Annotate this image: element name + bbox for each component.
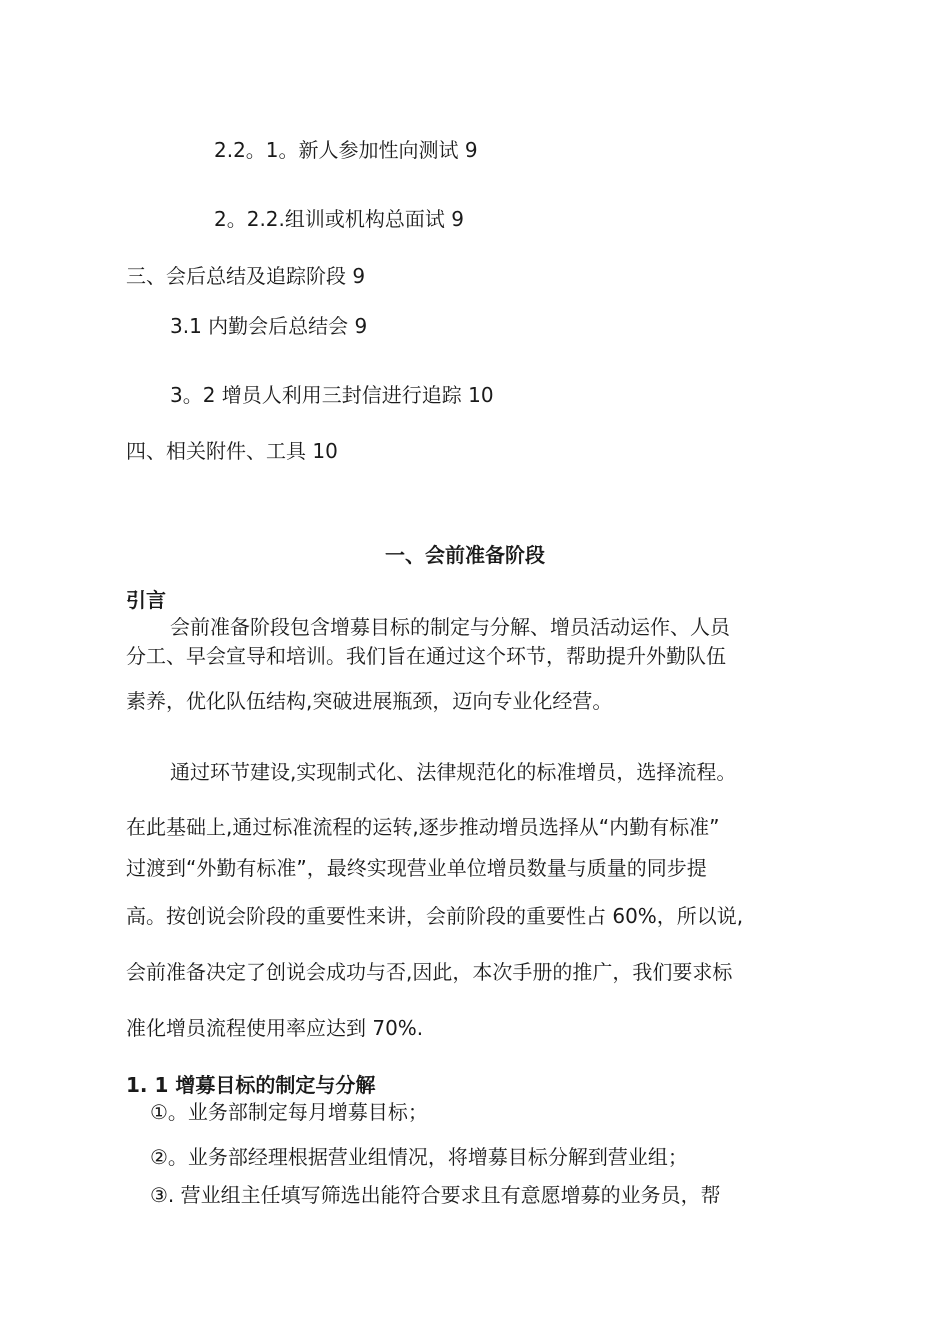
body-line: 通过环节建设,实现制式化、法律规范化的标准增员，选择流程。: [170, 760, 737, 784]
body-line: 过渡到“外勤有标准”，最终实现营业单位增员数量与质量的同步提: [126, 856, 707, 880]
intro-line: 分工、早会宣导和培训。我们旨在通过这个环节，帮助提升外勤队伍: [126, 644, 726, 668]
toc-section-4: 四、相关附件、工具 10: [126, 439, 338, 463]
chapter-title: 一、会前准备阶段: [385, 543, 545, 567]
body-line: 在此基础上,通过标准流程的运转,逐步推动增员选择从“内勤有标准”: [126, 815, 720, 839]
section-1-1-heading: 1. 1 增募目标的制定与分解: [126, 1073, 376, 1097]
intro-line: 会前准备阶段包含增募目标的制定与分解、增员活动运作、人员: [170, 615, 730, 639]
toc-item-3-1: 3.1 内勤会后总结会 9: [170, 314, 368, 338]
intro-heading: 引言: [126, 588, 166, 612]
body-line: 会前准备决定了创说会成功与否,因此，本次手册的推广，我们要求标: [126, 960, 733, 984]
list-item: ②。业务部经理根据营业组情况，将增募目标分解到营业组；: [150, 1145, 688, 1169]
body-line: 高。按创说会阶段的重要性来讲，会前阶段的重要性占 60%，所以说,: [126, 904, 744, 928]
list-item: ①。业务部制定每月增募目标；: [150, 1100, 428, 1124]
list-item: ③. 营业组主任填写筛选出能符合要求且有意愿增募的业务员，帮: [150, 1183, 721, 1207]
toc-item-2-2-1: 2.2。1。新人参加性向测试 9: [214, 138, 478, 162]
intro-line: 素养，优化队伍结构,突破进展瓶颈，迈向专业化经营。: [126, 689, 613, 713]
toc-item-3-2: 3。2 增员人利用三封信进行追踪 10: [170, 383, 494, 407]
toc-item-2-2-2: 2。2.2.组训或机构总面试 9: [214, 207, 464, 231]
body-line: 准化增员流程使用率应达到 70%.: [126, 1016, 424, 1040]
toc-section-3: 三、会后总结及追踪阶段 9: [126, 264, 366, 288]
